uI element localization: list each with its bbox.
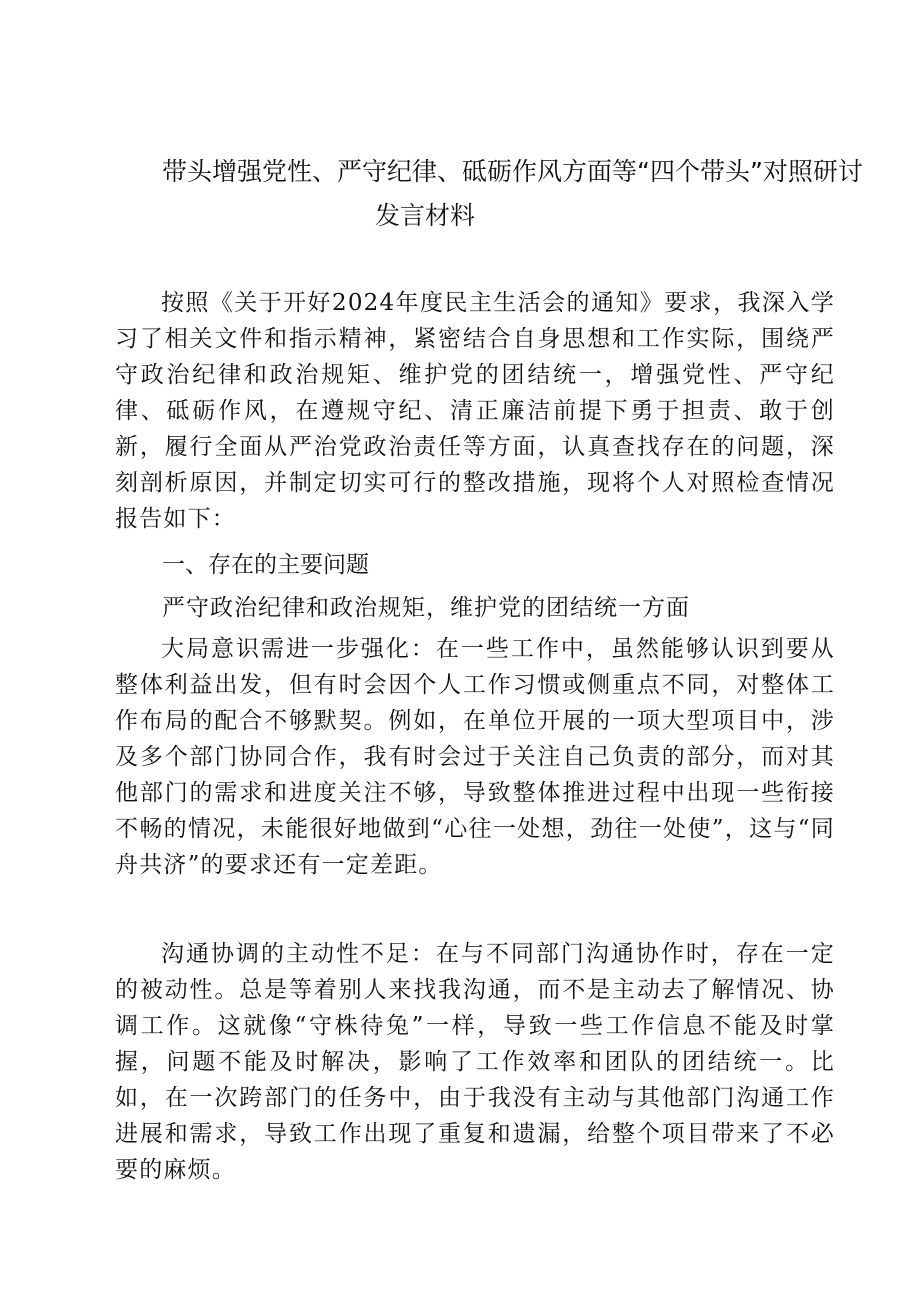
document-title-line-2: 发言材料 [375,201,476,230]
paragraph-overall-awareness: 大局意识需进一步强化：在一些工作中，虽然能够认识到要从整体利益出发，但有时会因个人工作习惯或侧重点不同，对整体工作布局的配合不够默契。例如，在单位开展的一项大型项目中，涉及多个部门协同合作，我有时会过于关注自己负责的部分，而对其他部门的需求和进度关注不够，导致整体推进过程中出现一些衔接不畅的情况，未能很好地做到“心往一处想，劲往一处使”，这与“同舟共济”的要求还有一定差距。 [115,636,835,878]
paragraph-communication: 沟通协调的主动性不足：在与不同部门沟通协作时，存在一定的被动性。总是等着别人来找我沟通，而不是主动去了解情况、协调工作。这就像“守株待兔”一样，导致一些工作信息不能及时掌握，问题不能及时解决，影响了工作效率和团队的团结统一。比如，在一次跨部门的任务中，由于我没有主动与其他部门沟通工作进展和需求，导致工作出现了重复和遗漏，给整个项目带来了不必要的麻烦。 [115,941,835,1183]
subsection-heading: 严守政治纪律和政治规矩，维护党的团结统一方面 [162,595,690,621]
intro-paragraph: 按照《关于开好2024年度民主生活会的通知》要求，我深入学习了相关文件和指示精神，紧密结合自身思想和工作实际，围绕严守政治纪律和政治规矩、维护党的团结统一，增强党性、严守纪律、砥砺作风，在遵规守纪、清正廉洁前提下勇于担责、敢于创新，履行全面从严治党政治责任等方面，认真查找存在的问题，深刻剖析原因，并制定切实可行的整改措施，现将个人对照检查情况报告如下： [115,290,835,532]
document-title-line-1: 带头增强党性、严守纪律、砥砺作风方面等“四个带头”对照研讨 [162,157,863,186]
section-heading: 一、存在的主要问题 [162,552,369,578]
